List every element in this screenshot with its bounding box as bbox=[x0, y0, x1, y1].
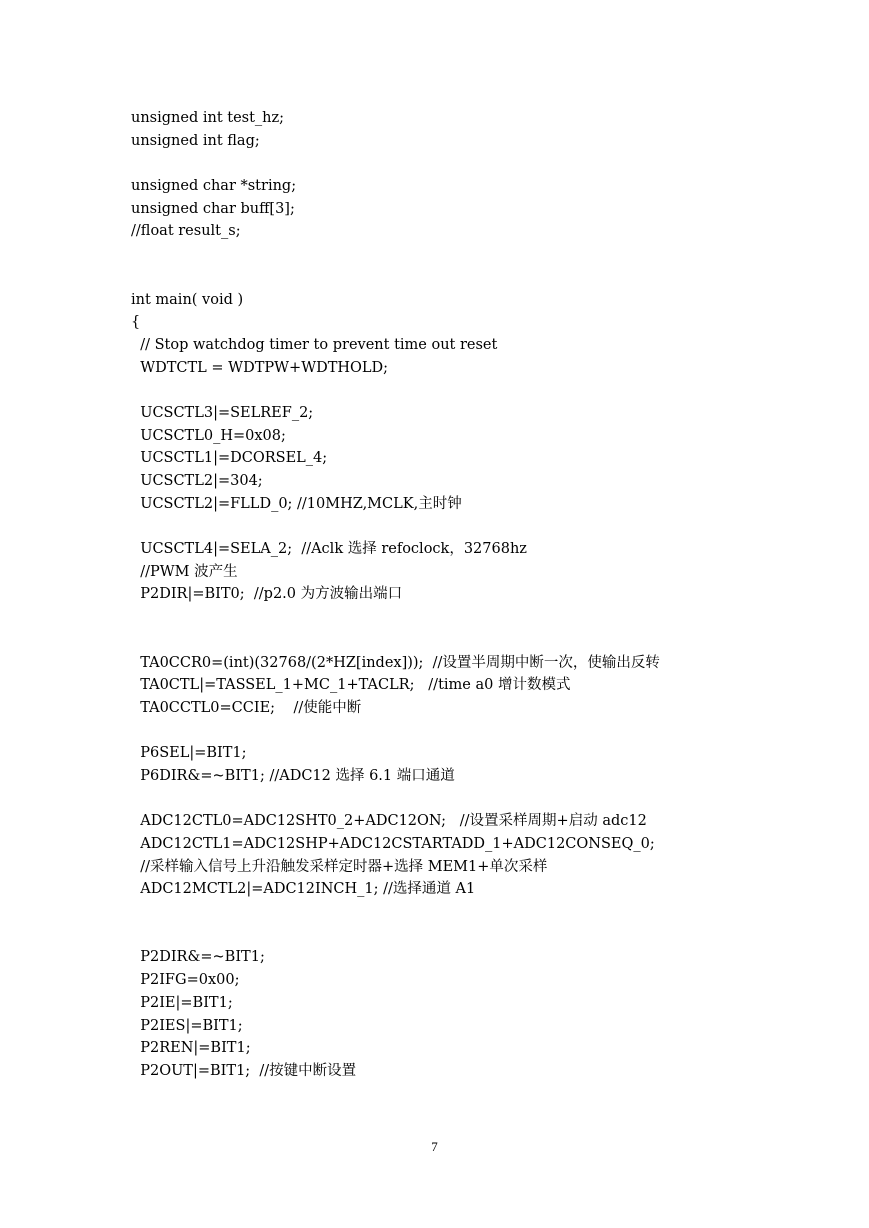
code-line: UCSCTL2|=304; bbox=[131, 473, 263, 489]
code-line: P2OUT|=BIT1; //按键中断设置 bbox=[131, 1062, 357, 1079]
code-line bbox=[131, 629, 660, 652]
page-number: 7 bbox=[431, 1139, 438, 1154]
code-line: TA0CTL|=TASSEL_1+MC_1+TACLR; //time a0 增计数模式 bbox=[131, 677, 571, 694]
code-line: ADC12MCTL2|=ADC12INCH_1; //选择通道 A1 bbox=[131, 881, 476, 898]
code-line bbox=[131, 720, 660, 743]
code-line: P2DIR|=BIT0; //p2.0 为方波输出端口 bbox=[131, 586, 403, 603]
code-line: unsigned char *string; bbox=[131, 178, 297, 195]
code-line: int main( void ) bbox=[131, 291, 244, 308]
code-line: //float result_s; bbox=[131, 223, 241, 240]
code-line bbox=[131, 266, 660, 289]
code-line bbox=[131, 515, 660, 538]
code-line: WDTCTL = WDTPW+WDTHOLD; bbox=[131, 359, 389, 376]
code-line bbox=[131, 788, 660, 811]
code-line bbox=[131, 606, 660, 629]
code-line: P2IFG=0x00; bbox=[131, 972, 240, 989]
code-line bbox=[131, 243, 660, 266]
code-line: UCSCTL4|=SELA_2; //Aclk 选择 refoclock，32768hz bbox=[131, 541, 527, 558]
code-line: unsigned int test_hz; bbox=[131, 110, 285, 126]
code-line: P2IE|=BIT1; bbox=[131, 994, 233, 1011]
code-line: ADC12CTL0=ADC12SHT0_2+ADC12ON; //设置采样周期+启动 adc12 bbox=[131, 813, 647, 830]
code-line: unsigned int flag; bbox=[131, 132, 260, 149]
code-line: //PWM 波产生 bbox=[131, 563, 238, 580]
code-line bbox=[131, 901, 660, 924]
code-line: UCSCTL3|=SELREF_2; bbox=[131, 404, 314, 421]
code-line: TA0CCR0=(int)(32768/(2*HZ[index])); //设置半周期中断一次，使输出反转 bbox=[131, 654, 660, 671]
code-line: unsigned char buff[3]; bbox=[131, 200, 295, 217]
code-line: P2DIR&=~BIT1; bbox=[131, 949, 265, 966]
code-line: //采样输入信号上升沿触发采样定时器+选择 MEM1+单次采样 bbox=[131, 858, 548, 875]
code-line: P2IES|=BIT1; bbox=[131, 1017, 243, 1034]
code-line: P2REN|=BIT1; bbox=[131, 1040, 251, 1057]
code-line: UCSCTL0_H=0x08; bbox=[131, 427, 286, 444]
code-line bbox=[131, 924, 660, 947]
code-line: P6DIR&=~BIT1; //ADC12 选择 6.1 端口通道 bbox=[131, 767, 455, 784]
code-line: UCSCTL1|=DCORSEL_4; bbox=[131, 450, 328, 467]
code-line: // Stop watchdog timer to prevent time out reset bbox=[131, 336, 498, 353]
code-line: UCSCTL2|=FLLD_0; //10MHZ,MCLK,主时钟 bbox=[131, 495, 462, 512]
code-listing bbox=[131, 107, 660, 1083]
code-line bbox=[131, 379, 660, 402]
code-line bbox=[131, 152, 660, 175]
code-line: { bbox=[131, 314, 141, 331]
code-line: TA0CCTL0=CCIE; //使能中断 bbox=[131, 699, 362, 716]
code-line: P6SEL|=BIT1; bbox=[131, 745, 247, 762]
code-line: ADC12CTL1=ADC12SHP+ADC12CSTARTADD_1+ADC12CONSEQ_0; bbox=[131, 836, 655, 852]
